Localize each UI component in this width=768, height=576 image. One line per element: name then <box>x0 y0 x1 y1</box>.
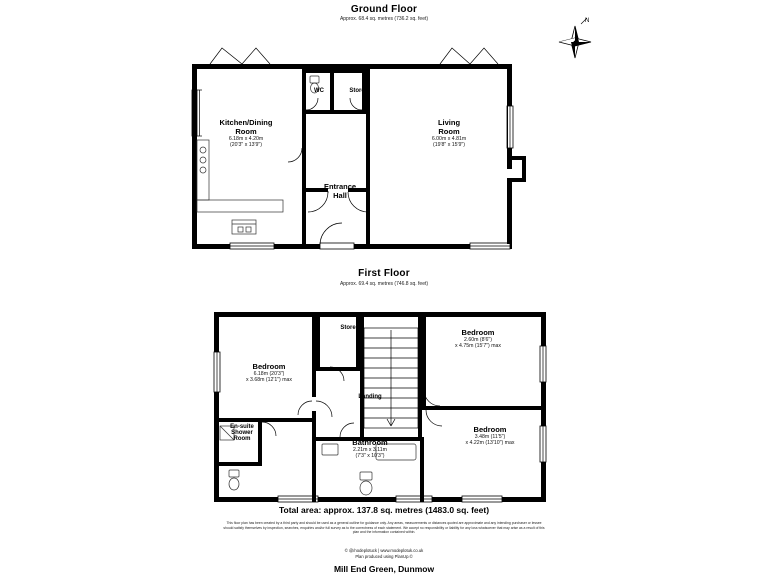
room-ensuite <box>212 424 272 442</box>
property-address: Mill End Green, Dunmow <box>333 564 435 574</box>
room-ensuite-label3: Room <box>233 436 251 442</box>
room-bedroom-bottom-right-dim-m: 3.48m (11'5") <box>474 434 506 440</box>
svg-text:N: N <box>585 18 590 24</box>
room-bedroom-left-dim-m: 6.18m (20'3") <box>253 371 285 377</box>
ground-floor-title: Ground Floor <box>350 4 418 15</box>
room-living-label: Living <box>437 118 461 127</box>
room-bedroom-left-dim-ft: x 3.68m (12'1") max <box>245 377 293 384</box>
room-bedroom-top-right-label: Bedroom <box>461 328 495 337</box>
room-kitchen-dining-dim-ft: (20'3" x 13'9") <box>230 142 262 149</box>
first-floor-title: First Floor <box>358 268 410 279</box>
room-bathroom-dim-ft: (7'3" x 10'3") <box>355 453 385 460</box>
room-entrance-hall <box>300 182 380 200</box>
room-ensuite-label2: Shower <box>231 430 253 436</box>
room-bedroom-bottom-right <box>430 425 550 447</box>
room-kitchen-dining-label: Kitchen/Dining <box>219 118 273 127</box>
room-bathroom <box>330 438 410 460</box>
room-ensuite-label1: En-suite <box>230 424 254 430</box>
room-bathroom-label: Bathroom <box>352 438 388 447</box>
room-living-label2: Room <box>438 127 460 136</box>
room-bedroom-top-right <box>418 328 538 350</box>
room-kitchen-dining-dim-m: 6.18m x 4.20m <box>228 136 264 142</box>
disclaimer-line-1: This floor plan has been created by a third party and should be used as a general outline for guidance only. Any areas, measurements or distances quoted are approximate and any intending purchaser or lessee <box>226 521 542 525</box>
disclaimer <box>104 521 664 535</box>
room-bedroom-top-right-dim-m: 2.60m (8'6") <box>464 337 492 343</box>
room-bathroom-dim-m: 2.21m x 3.11m <box>353 447 387 453</box>
copyright-line-2: Plan produced using PlanUp.© <box>355 553 413 559</box>
disclaimer-line-2: should satisfy themselves by inspection, searches, enquiries and/or full survey as to the correctness of each statement. We accept no responsibility or liability for any loss whatsoever that may arise as a result of this <box>223 525 545 530</box>
room-living-dim-m: 6.00m x 4.81m <box>431 136 467 142</box>
room-kitchen-dining-label2: Room <box>235 127 257 136</box>
total-area-label: Total area: approx. 137.8 sq. metres (1483.0 sq. feet) <box>278 505 490 515</box>
room-bedroom-bottom-right-dim-ft: x 4.22m (13'10") max <box>465 440 515 447</box>
room-living <box>394 118 504 149</box>
room-store-ground-label: Store <box>349 88 365 94</box>
copyright <box>0 548 768 559</box>
room-landing-label: Landing <box>358 394 382 400</box>
room-entrance-hall-label: Entrance <box>323 182 357 191</box>
room-bedroom-left-label: Bedroom <box>252 362 286 371</box>
room-bedroom-top-right-dim-ft: x 4.75m (15'7") max <box>454 343 502 350</box>
room-bedroom-bottom-right-label: Bedroom <box>473 425 507 434</box>
copyright-line-1: © @/nodeplotuck | www.modeplotuk.co.uk <box>344 548 424 553</box>
ground-floor-subtitle: Approx. 68.4 sq. metres (736.2 sq. feet) <box>339 16 429 22</box>
room-store-first-label: Store <box>340 325 356 331</box>
first-floor-subtitle: Approx. 69.4 sq. metres (746.8 sq. feet) <box>339 281 429 287</box>
room-wc-label: WC <box>314 88 324 94</box>
room-bedroom-left <box>214 362 324 384</box>
room-entrance-hall-label2: Hall <box>333 191 347 200</box>
room-living-dim-ft: (19'8" x 15'9") <box>433 142 465 149</box>
room-kitchen-dining <box>186 118 306 149</box>
disclaimer-line-3: plan and the information contained within. <box>352 530 416 535</box>
